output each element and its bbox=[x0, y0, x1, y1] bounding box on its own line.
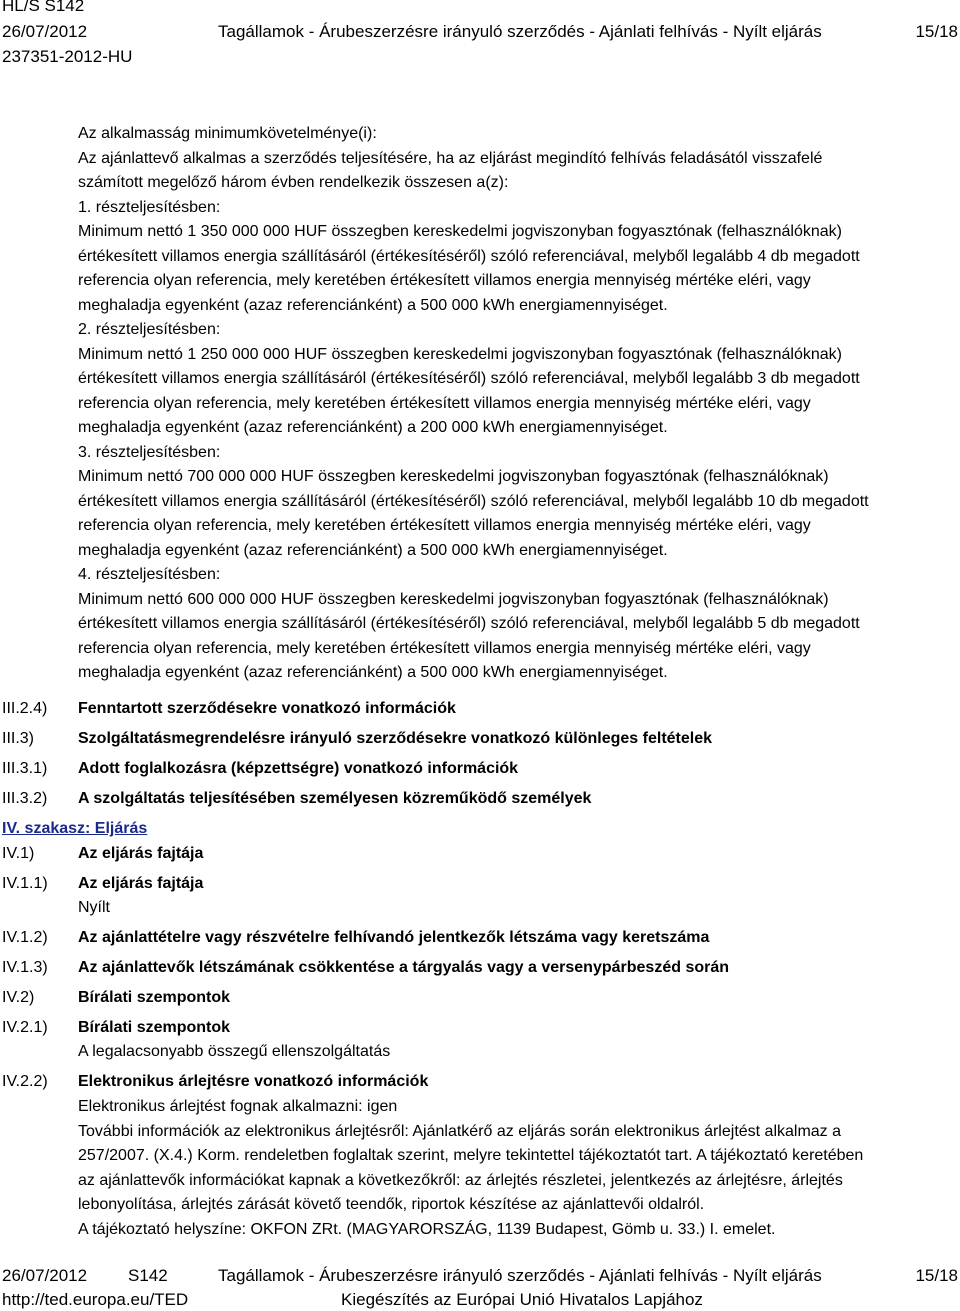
text-line: számított megelőző három évben rendelkezik összesen a(z): bbox=[78, 174, 509, 191]
text-line: A tájékoztató helyszíne: OKFON ZRt. (MAGYARORSZÁG, 1139 Budapest, Gömb u. 33.) I. emelet. bbox=[78, 1220, 776, 1238]
section-title: Bírálati szempontok bbox=[78, 989, 231, 1006]
text-line: meghaladja egyenként (azaz referenciánként) a 500 000 kWh energiamennyiséget. bbox=[78, 541, 668, 559]
header-date: 26/07/2012 bbox=[2, 22, 88, 41]
e-auction-text bbox=[78, 1095, 958, 1242]
footer-series: S142 bbox=[128, 1266, 168, 1285]
text-line: Minimum nettó 600 000 000 HUF összegben kereskedelmi jogviszonyban fogyasztónak (felhasználóknak) bbox=[78, 590, 829, 608]
section-number: III.3.2) bbox=[2, 790, 48, 807]
section-number: IV.1.3) bbox=[2, 959, 48, 976]
lot-3-label: 3. részteljesítésben: bbox=[78, 443, 221, 461]
text-line: Minimum nettó 1 250 000 000 HUF összegben kereskedelmi jogviszonyban fogyasztónak (felhasználóknak) bbox=[78, 345, 842, 363]
section-number: III.2.4) bbox=[2, 700, 48, 717]
section-number: IV.2.2) bbox=[2, 1073, 48, 1090]
text-line: Az ajánlattevő alkalmas a szerződés teljesítésére, ha az eljárást megindító felhívás feladásától visszafelé bbox=[78, 149, 823, 167]
footer-page-number: 15/18 bbox=[915, 1266, 958, 1285]
text-line: referencia olyan referencia, mely keretében értékesített villamos energia mennyiség mértéke eléri, vagy bbox=[78, 639, 811, 657]
text-line: értékesített villamos energia szállításáról (értékesítéséről) szóló referenciával, melyből legalább 5 db megadott bbox=[78, 615, 860, 632]
section-number: IV.2.1) bbox=[2, 1019, 48, 1036]
header-page-number: 15/18 bbox=[915, 22, 958, 41]
section-number: IV.1) bbox=[2, 845, 35, 862]
lot-4-label: 4. részteljesítésben: bbox=[78, 566, 221, 583]
text-line: Elektronikus árlejtést fognak alkalmazni: igen bbox=[78, 1098, 398, 1115]
header-title: Tagállamok - Árubeszerzésre irányuló szerződés - Ajánlati felhívás - Nyílt eljárás bbox=[218, 22, 822, 41]
text-line: Minimum nettó 1 350 000 000 HUF összegben kereskedelmi jogviszonyban fogyasztónak (felhasználóknak) bbox=[78, 223, 842, 240]
section-title: Bírálati szempontok bbox=[78, 1019, 231, 1036]
text-line: az ajánlattevők információkat kapnak a következőkről: az árlejtés részletei, jelentkezés az árlejtésre, árlejtés bbox=[78, 1171, 843, 1189]
text-line: Minimum nettó 700 000 000 HUF összegben kereskedelmi jogviszonyban fogyasztónak (felhasználóknak) bbox=[78, 468, 829, 485]
procedure-type-value: Nyílt bbox=[78, 899, 110, 916]
text-line: értékesített villamos energia szállításáról (értékesítéséről) szóló referenciával, melyből legalább 4 db megadott bbox=[78, 247, 860, 265]
section-title: A szolgáltatás teljesítésében személyesen közreműködő személyek bbox=[78, 790, 592, 807]
lot-2-label: 2. részteljesítésben: bbox=[78, 321, 221, 338]
footer-date: 26/07/2012 bbox=[2, 1266, 88, 1285]
text-line: referencia olyan referencia, mely keretében értékesített villamos energia mennyiség mértéke eléri, vagy bbox=[78, 272, 811, 289]
section-number: IV.2) bbox=[2, 989, 35, 1006]
text-line: lebonyolítása, árlejtés zárását követő teendők, riportok készítése az ajánlattevői oldalról. bbox=[78, 1196, 705, 1213]
section-iv-heading: IV. szakasz: Eljárás bbox=[2, 820, 148, 837]
section-title: Az ajánlattevők létszámának csökkentése a tárgyalás vagy a versenypárbeszéd során bbox=[78, 959, 730, 976]
section-title: Szolgáltatásmegrendelésre irányuló szerződésekre vonatkozó különleges feltételek bbox=[78, 730, 713, 747]
text-line: 257/2007. (X.4.) Korm. rendeletben foglaltak szerint, melyre tekintettel tájékoztatót tart. A tájékoztató keretében bbox=[78, 1147, 864, 1164]
doc-code: HL/S S142 bbox=[2, 0, 85, 15]
footer-title: Tagállamok - Árubeszerzésre irányuló szerződés - Ajánlati felhívás - Nyílt eljárás bbox=[218, 1266, 822, 1285]
text-line: További információk az elektronikus árlejtésről: Ajánlatkérő az eljárás során elektronikus árlejtést alkalmaz a bbox=[78, 1122, 842, 1140]
notice-id: 237351-2012-HU bbox=[2, 47, 133, 66]
section-title: Fenntartott szerződésekre vonatkozó információk bbox=[78, 700, 456, 717]
footer-supplement: Kiegészítés az Európai Unió Hivatalos Lapjához bbox=[341, 1290, 703, 1309]
section-number: III.3.1) bbox=[2, 760, 48, 777]
text-line: meghaladja egyenként (azaz referenciánként) a 500 000 kWh energiamennyiséget. bbox=[78, 664, 668, 681]
award-criteria-value: A legalacsonyabb összegű ellenszolgáltatás bbox=[78, 1043, 391, 1060]
section-number: IV.1.2) bbox=[2, 929, 48, 946]
section-title: Az ajánlattételre vagy részvételre felhívandó jelentkezők létszáma vagy keretszáma bbox=[78, 929, 710, 946]
text-line: értékesített villamos energia szállításáról (értékesítéséről) szóló referenciával, melyből legalább 3 db megadott bbox=[78, 370, 860, 387]
text-line: Az alkalmasság minimumkövetelménye(i): bbox=[78, 125, 377, 142]
text-line: meghaladja egyenként (azaz referenciánként) a 500 000 kWh energiamennyiséget. bbox=[78, 296, 668, 314]
footer-url-link[interactable]: http://ted.europa.eu/TED bbox=[2, 1290, 189, 1309]
section-title: Az eljárás fajtája bbox=[78, 845, 204, 862]
qualification-text bbox=[78, 122, 958, 686]
lot-1-label: 1. részteljesítésben: bbox=[78, 198, 221, 216]
text-line: meghaladja egyenként (azaz referenciánként) a 200 000 kWh energiamennyiséget. bbox=[78, 419, 668, 436]
section-number: III.3) bbox=[2, 730, 35, 747]
section-title: Elektronikus árlejtésre vonatkozó információk bbox=[78, 1073, 429, 1090]
text-line: referencia olyan referencia, mely keretében értékesített villamos energia mennyiség mértéke eléri, vagy bbox=[78, 517, 811, 534]
text-line: referencia olyan referencia, mely keretében értékesített villamos energia mennyiség mértéke eléri, vagy bbox=[78, 394, 811, 412]
section-number: IV.1.1) bbox=[2, 875, 48, 892]
section-title: Az eljárás fajtája bbox=[78, 875, 204, 892]
text-line: értékesített villamos energia szállításáról (értékesítéséről) szóló referenciával, melyből legalább 10 db megadott bbox=[78, 492, 869, 510]
section-title: Adott foglalkozásra (képzettségre) vonatkozó információk bbox=[78, 760, 519, 777]
